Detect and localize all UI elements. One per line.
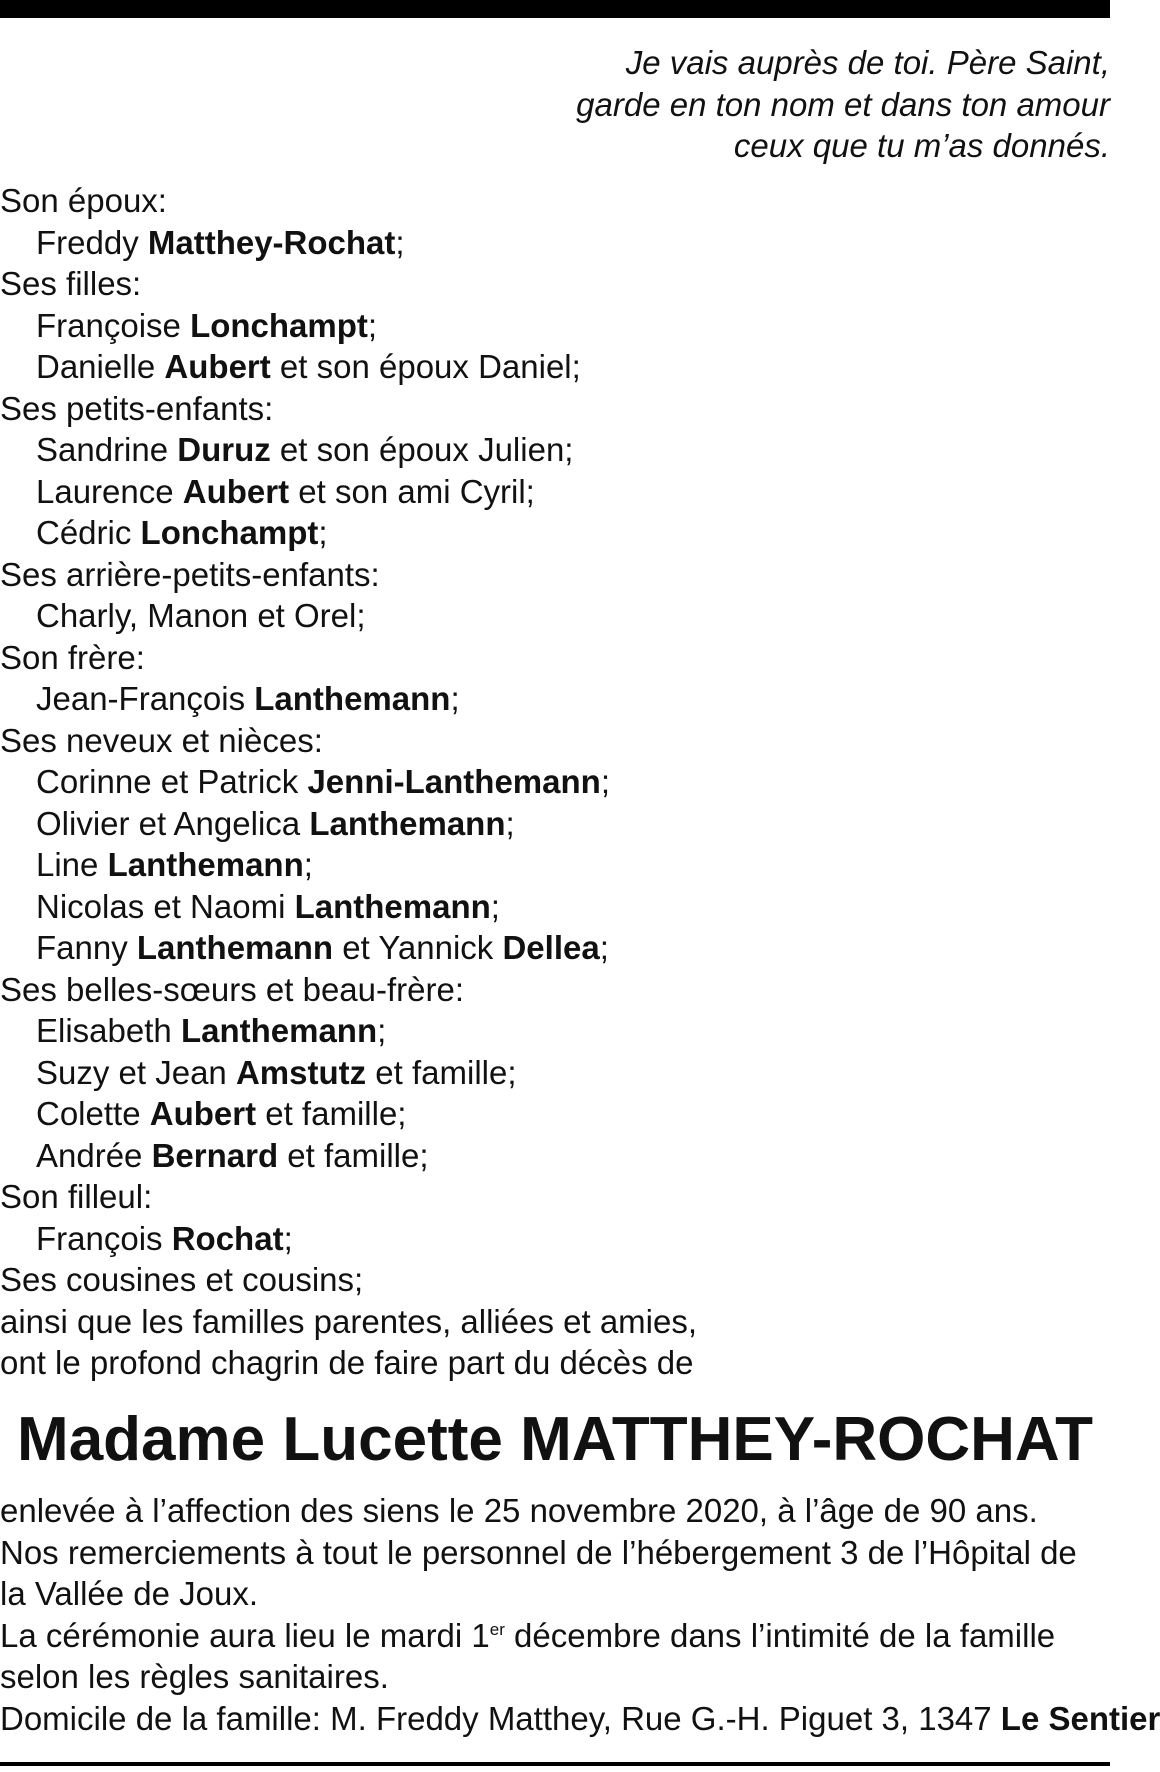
in-law-entry [0,1052,1110,1094]
domicile-text: Domicile de la famille: M. Freddy Matthey, Rue G.-H. Piguet 3, 1347 [0,1699,1001,1737]
entry-suffix: ; [599,929,609,966]
last-name: Aubert [164,348,271,385]
great-grandchildren-entry: Charly, Manon et Orel; [36,597,366,634]
nephew-entry [0,844,1110,886]
last-name: Lanthemann [107,846,304,883]
last-name: Lanthemann [254,680,451,717]
last-name: Lanthemann [136,929,334,966]
entry-suffix: ; [450,680,460,717]
entry-suffix: et son époux Julien; [270,431,574,468]
entry-suffix: et famille; [278,1136,429,1174]
last-name: Matthey-Rochat [147,223,396,261]
entry-suffix: ; [600,763,610,800]
entry-suffix: et famille; [256,1095,407,1132]
last-name: Dellea [502,929,600,966]
daughters-heading: Ses filles: [0,265,142,302]
relatives-line: ainsi que les familles parentes, alliées et amies, [0,1302,698,1340]
first-name: Freddy [36,223,148,261]
entry-suffix: et son ami Cyril; [289,472,535,510]
first-name: Danielle [36,348,165,385]
first-name: Suzy et Jean [36,1053,236,1091]
last-name: Bernard [151,1136,279,1174]
nephew-entry [0,803,1110,845]
in-laws-heading: Ses belles-sœurs et beau-frère: [0,970,465,1008]
godson-entry [0,1218,1110,1260]
nephew-entry [0,886,1110,928]
thanks-line: Nos remerciements à tout le personnel de l’hébergement 3 de l’Hôpital de [0,1533,1077,1571]
notice-details [0,1490,1160,1739]
last-name: Amstutz [235,1053,367,1091]
ceremony-line: selon les règles sanitaires. [0,1658,389,1695]
daughter-entry [0,346,1110,388]
spouse-entry [0,222,1110,264]
entry-suffix: et son époux Daniel; [270,348,581,385]
first-name: Nicolas et Naomi [36,887,295,925]
entry-connector: et Yannick [333,929,503,966]
last-name: Lonchampt [140,514,319,551]
entry-suffix: ; [490,887,500,925]
grandchild-entry [0,429,1110,471]
death-line: enlevée à l’affection des siens le 25 novembre 2020, à l’âge de 90 ans. [0,1492,1038,1529]
ceremony-line [0,1615,1110,1657]
first-name: Colette [36,1095,150,1132]
entry-suffix: ; [395,223,405,261]
in-law-entry [0,1135,1110,1177]
domicile-line [0,1698,1160,1740]
grandchildren-heading: Ses petits-enfants: [0,389,274,427]
ordinal-suffix: er [489,1619,505,1639]
ceremony-text: La cérémonie aura lieu le mardi 1 [0,1616,490,1654]
thanks-line: la Vallée de Joux. [0,1575,259,1612]
top-rule [0,0,1110,18]
domicile-place: Le Sentier [1000,1699,1160,1737]
epigraph-line: Je vais auprès de toi. Père Saint, [625,44,1110,81]
first-name: Laurence [36,472,183,510]
grandchild-entry [0,512,1110,554]
first-name: Olivier et Angelica [36,804,310,842]
great-grandchildren-heading: Ses arrière-petits-enfants: [0,555,380,593]
entry-suffix: ; [318,514,328,551]
last-name: Rochat [171,1219,284,1257]
godson-heading: Son filleul: [0,1178,153,1215]
first-name: Sandrine [36,431,178,468]
last-name: Lanthemann [294,887,491,925]
entry-suffix: ; [505,804,515,842]
first-name: François [36,1219,172,1257]
epigraph [110,42,1110,167]
family-list [0,180,1110,1384]
spouse-heading: Son époux: [0,182,167,219]
first-name: Andrée [36,1136,152,1174]
nephew-entry [0,761,1110,803]
in-law-entry [0,1010,1110,1052]
epigraph-line: garde en ton nom et dans ton amour [576,85,1110,123]
first-name: Cédric [36,514,141,551]
first-name: Jean-François [36,680,255,717]
deceased-name: Madame Lucette MATTHEY-ROCHAT [17,1405,1093,1474]
announcement-line: ont le profond chagrin de faire part du décès de [0,1344,694,1381]
last-name: Jenni-Lanthemann [307,763,601,800]
bottom-rule [0,1762,1110,1766]
first-name: Line [36,846,108,883]
first-name: Fanny [36,929,137,966]
daughter-entry [0,305,1110,347]
nephew-entry [0,927,1110,969]
first-name: Corinne et Patrick [36,763,308,800]
last-name: Aubert [149,1095,257,1132]
first-name: Elisabeth [36,1012,181,1049]
entry-suffix: ; [377,1012,387,1049]
first-name: Françoise [36,306,191,344]
cousins-line: Ses cousines et cousins; [0,1261,364,1298]
in-law-entry [0,1093,1110,1135]
last-name: Aubert [182,472,290,510]
last-name: Duruz [177,431,271,468]
entry-suffix: ; [303,846,313,883]
ceremony-text: décembre dans l’intimité de la famille [504,1616,1056,1654]
entry-suffix: et famille; [366,1053,517,1091]
brother-entry [0,678,1110,720]
entry-suffix: ; [283,1219,293,1257]
brother-heading: Son frère: [0,638,145,676]
last-name: Lanthemann [309,804,506,842]
last-name: Lonchampt [190,306,368,344]
nephews-heading: Ses neveux et nièces: [0,721,323,759]
grandchild-entry [0,471,1110,513]
last-name: Lanthemann [180,1012,378,1049]
entry-suffix: ; [367,306,378,344]
epigraph-line: ceux que tu m’as donnés. [733,127,1110,164]
